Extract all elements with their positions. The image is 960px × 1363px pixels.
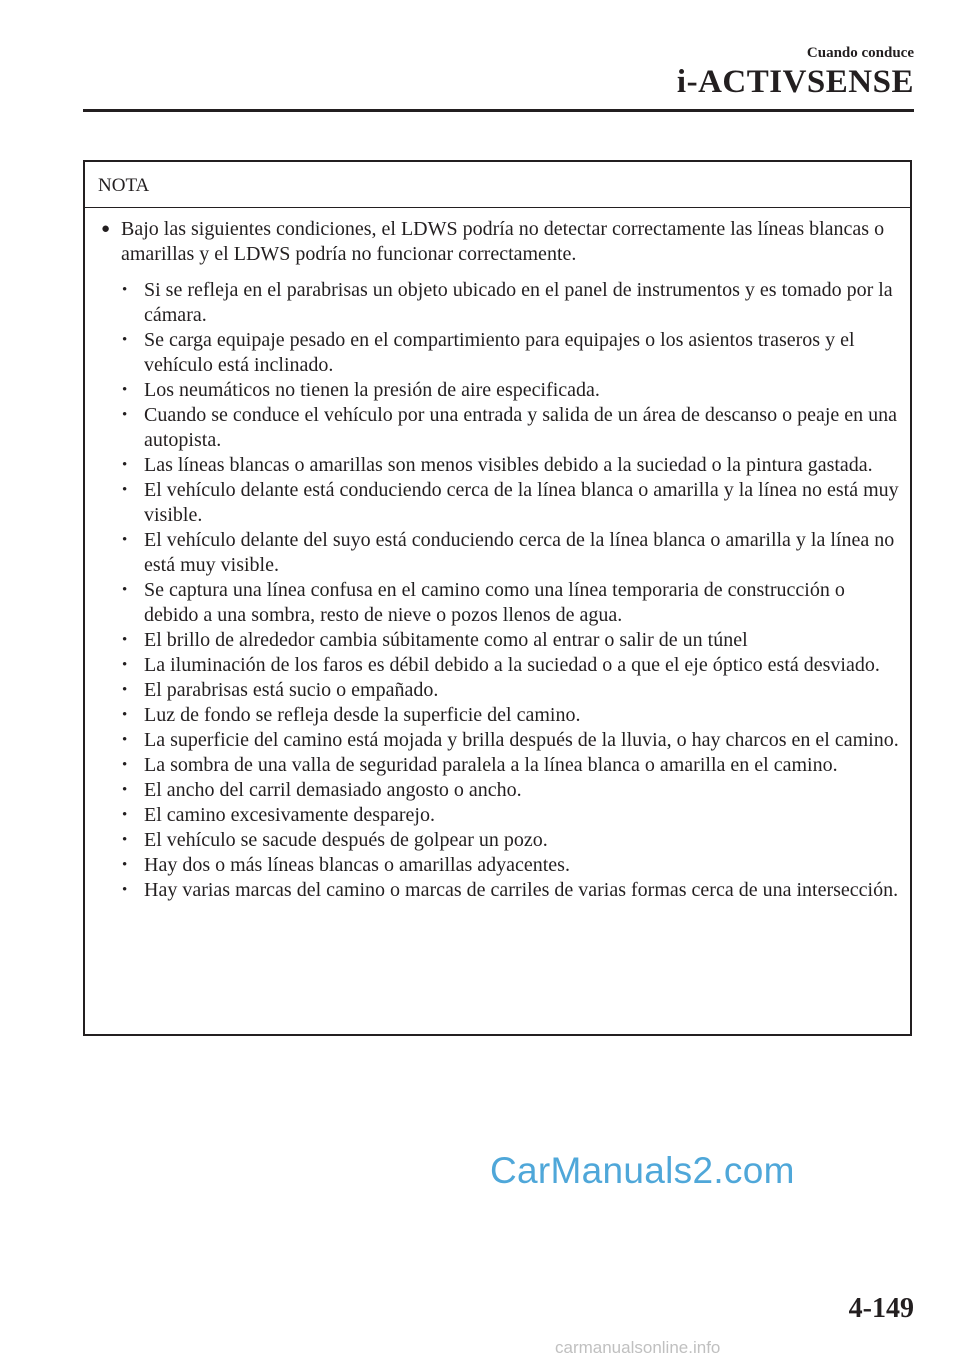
condition-text: Los neumáticos no tienen la presión de aire especificada.: [144, 379, 600, 401]
page-number: 4-149: [848, 1293, 914, 1324]
condition-text: Cuando se conduce el vehículo por una entrada y salida de un área de descanso o peaje en una autopista.: [144, 404, 898, 451]
condition-item: [121, 653, 902, 678]
condition-text: La iluminación de los faros es débil debido a la suciedad o a que el eje óptico está desviado.: [144, 654, 880, 676]
bullet-small-icon: •: [122, 882, 128, 898]
bullet-small-icon: •: [122, 782, 128, 798]
footer-site-text: carmanualsonline.info: [555, 1338, 721, 1357]
condition-item: [121, 328, 902, 378]
bullet-small-icon: •: [122, 707, 128, 723]
bullet-small-icon: •: [122, 832, 128, 848]
section-title: Cuando conduce: [806, 45, 914, 61]
bullet-small-icon: •: [122, 532, 128, 548]
note-title: NOTA: [85, 162, 910, 208]
bullet-small-icon: •: [122, 857, 128, 873]
condition-text: El vehículo delante está conduciendo cerca de la línea blanca o amarilla y la línea no está muy visible.: [144, 479, 899, 526]
condition-item: [121, 678, 902, 703]
condition-item: [121, 378, 902, 403]
bullet-small-icon: •: [122, 657, 128, 673]
condition-item: [121, 453, 902, 478]
watermark-logo: CarManuals2.com: [490, 1150, 795, 1191]
condition-text: Hay dos o más líneas blancas o amarillas adyacentes.: [144, 854, 570, 876]
bullet-dot-icon: ●: [101, 221, 111, 237]
condition-text: Luz de fondo se refleja desde la superficie del camino.: [144, 704, 581, 726]
bullet-small-icon: •: [122, 382, 128, 398]
bullet-small-icon: •: [122, 582, 128, 598]
note-box: [83, 160, 912, 1036]
condition-text: Se carga equipaje pesado en el compartimiento para equipajes o los asientos traseros y el vehículo está inclinado.: [144, 329, 855, 376]
condition-text: Si se refleja en el parabrisas un objeto ubicado en el panel de instrumentos y es tomado por la cámara.: [144, 279, 893, 326]
condition-text: Hay varias marcas del camino o marcas de carriles de varias formas cerca de una intersección.: [144, 879, 899, 901]
bullet-small-icon: •: [122, 682, 128, 698]
bullet-small-icon: •: [122, 282, 128, 298]
condition-text: Se captura una línea confusa en el camino como una línea temporaria de construcción o debido a una sombra, resto de nieve o pozos llenos de agua.: [144, 579, 845, 626]
condition-text: Las líneas blancas o amarillas son menos visibles debido a la suciedad o la pintura gastada.: [144, 454, 873, 476]
note-main-text: Bajo las siguientes condiciones, el LDWS podría no detectar correctamente las líneas blancas o amarillas y el LDWS podría no funcionar correctamente.: [121, 218, 885, 265]
note-main-item: [98, 217, 902, 267]
header-divider: [83, 109, 914, 112]
bullet-small-icon: •: [122, 332, 128, 348]
condition-text: La superficie del camino está mojada y brilla después de la lluvia, o hay charcos en el camino.: [144, 729, 899, 751]
condition-item: [121, 828, 902, 853]
bullet-small-icon: •: [122, 807, 128, 823]
condition-text: El ancho del carril demasiado angosto o ancho.: [144, 779, 522, 801]
conditions-list: [98, 278, 902, 903]
condition-text: El parabrisas está sucio o empañado.: [144, 679, 439, 701]
condition-text: El camino excesivamente desparejo.: [144, 804, 435, 826]
condition-text: El vehículo delante del suyo está conduciendo cerca de la línea blanca o amarilla y la línea no está muy visible.: [144, 529, 895, 576]
condition-item: [121, 878, 902, 903]
condition-text: El vehículo se sacude después de golpear un pozo.: [144, 829, 548, 851]
bullet-small-icon: •: [122, 457, 128, 473]
chapter-title: i-ACTIVSENSE: [676, 64, 914, 100]
condition-item: [121, 728, 902, 753]
condition-item: [121, 403, 902, 453]
condition-item: [121, 853, 902, 878]
condition-item: [121, 578, 902, 628]
condition-item: [121, 753, 902, 778]
bullet-small-icon: •: [122, 482, 128, 498]
condition-item: [121, 703, 902, 728]
condition-item: [121, 628, 902, 653]
condition-text: La sombra de una valla de seguridad paralela a la línea blanca o amarilla en el camino.: [144, 754, 838, 776]
condition-text: El brillo de alrededor cambia súbitamente como al entrar o salir de un túnel: [144, 629, 748, 651]
bullet-small-icon: •: [122, 732, 128, 748]
bullet-small-icon: •: [122, 757, 128, 773]
condition-item: [121, 278, 902, 328]
condition-item: [121, 778, 902, 803]
condition-item: [121, 528, 902, 578]
bullet-small-icon: •: [122, 407, 128, 423]
note-body: [85, 208, 910, 903]
bullet-small-icon: •: [122, 632, 128, 648]
condition-item: [121, 803, 902, 828]
condition-item: [121, 478, 902, 528]
page-header: [677, 44, 914, 101]
